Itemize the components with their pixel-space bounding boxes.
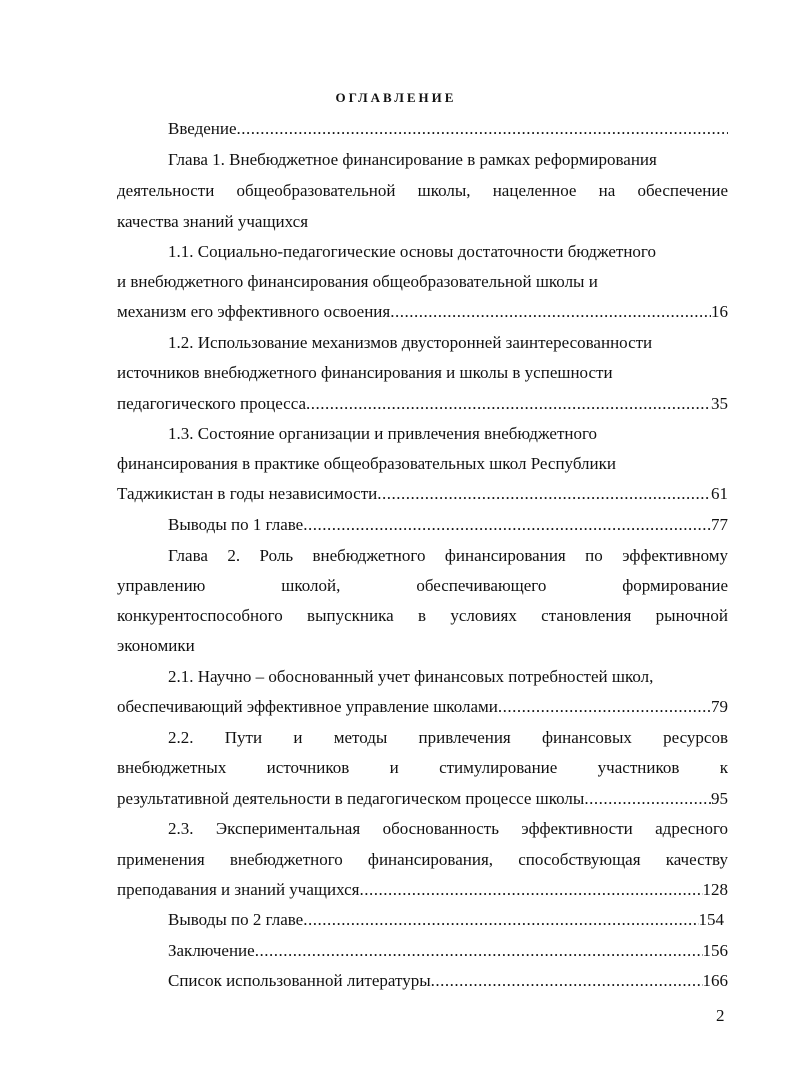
dot-leader [584, 788, 711, 810]
dot-leader [255, 940, 703, 962]
toc-entry-label: Выводы по 2 главе [168, 910, 304, 929]
toc-entry-label: обеспечивающий эффективное управление школами [117, 697, 498, 716]
toc-section-2-1-line-2 [117, 696, 728, 718]
dot-leader [390, 301, 711, 323]
toc-page-number: 79 [711, 697, 728, 716]
toc-entry-label: педагогического процесса [117, 394, 307, 413]
toc-entry-label: механизм его эффективного освоения [117, 302, 391, 321]
toc-entry-label: Введение [168, 119, 237, 138]
dot-leader [431, 970, 703, 992]
toc-chapter-1-line-2: деятельности общеобразовательной школы, нацеленное на обеспечение [117, 181, 728, 200]
toc-chapter-2-line-4: экономики [117, 636, 195, 655]
toc-chapter-2-line-3: конкурентоспособного выпускника в условиях становления рыночной [117, 606, 728, 625]
toc-page-number: 35 [711, 394, 728, 413]
toc-section-2-3-line-2: применения внебюджетного финансирования, способствующая качеству [117, 850, 728, 869]
toc-entry-label: Выводы по 1 главе [168, 515, 304, 534]
toc-section-1-3-line-1[interactable]: 1.3. Состояние организации и привлечения внебюджетного [168, 424, 598, 443]
toc-entry-label: Список использованной литературы [168, 971, 431, 990]
toc-section-2-3-line-3 [117, 879, 728, 901]
toc-chapter-2-line-1[interactable]: Глава 2. Роль внебюджетного финансирования по эффективному [168, 546, 728, 565]
toc-chapter-1-line-3: качества знаний учащихся [117, 212, 309, 231]
toc-section-2-2-line-1[interactable]: 2.2. Пути и методы привлечения финансовых ресурсов [168, 728, 728, 747]
toc-entry-label: преподавания и знаний учащихся [117, 880, 360, 899]
toc-page-number: 16 [711, 302, 728, 321]
toc-page-number: 154 [698, 910, 724, 929]
dot-leader [303, 909, 698, 931]
toc-entry-conclusions-2[interactable] [168, 909, 724, 931]
toc-chapter-1-line-1[interactable]: Глава 1. Внебюджетное финансирование в рамках реформирования [168, 150, 657, 169]
toc-entry-label: Таджикистан в годы независимости [117, 484, 378, 503]
toc-page-number: 95 [711, 789, 728, 808]
toc-entry-references[interactable] [168, 970, 728, 992]
toc-section-1-2-line-2: источников внебюджетного финансирования и школы в успешности [117, 363, 613, 382]
page-title: ОГЛАВЛЕНИЕ [335, 90, 457, 105]
dot-leader [303, 514, 711, 536]
dot-leader [359, 879, 702, 901]
toc-entry-conclusions-1[interactable] [168, 514, 728, 536]
toc-section-1-3-line-2: финансирования в практике общеобразовательных школ Республики [117, 454, 616, 473]
dot-leader [377, 483, 711, 505]
page-number: 2 [716, 1006, 725, 1025]
toc-page-number: 166 [702, 971, 728, 990]
toc-section-2-2-line-3 [117, 788, 728, 810]
toc-heading-wrap [0, 89, 792, 107]
toc-section-1-1-line-2: и внебюджетного финансирования общеобразовательной школы и [117, 272, 598, 291]
dot-leader [237, 118, 728, 140]
dot-leader [306, 393, 711, 415]
toc-entry-intro[interactable] [168, 118, 728, 140]
toc-section-2-1-line-1[interactable]: 2.1. Научно – обоснованный учет финансовых потребностей школ, [168, 667, 654, 686]
toc-section-2-2-line-2: внебюджетных источников и стимулирование участников к [117, 758, 728, 777]
toc-section-1-1-line-1[interactable]: 1.1. Социально-педагогические основы достаточности бюджетного [168, 242, 656, 261]
toc-entry-label: Заключение [168, 941, 255, 960]
toc-section-1-2-line-3 [117, 393, 728, 415]
toc-section-1-1-line-3 [117, 301, 728, 323]
toc-page-number: 128 [702, 880, 728, 899]
toc-chapter-2-line-2: управлению школой, обеспечивающего формирование [117, 576, 728, 595]
toc-page-number: 61 [711, 484, 728, 503]
toc-entry-conclusion[interactable] [168, 940, 728, 962]
toc-entry-label: результативной деятельности в педагогическом процессе школы [117, 789, 585, 808]
toc-section-2-3-line-1[interactable]: 2.3. Экспериментальная обоснованность эффективности адресного [168, 819, 728, 838]
dot-leader [498, 696, 711, 718]
toc-section-1-3-line-3 [117, 483, 728, 505]
toc-page-number: 156 [702, 941, 728, 960]
toc-section-1-2-line-1[interactable]: 1.2. Использование механизмов двусторонней заинтересованности [168, 333, 653, 352]
toc-page-number: 77 [711, 515, 728, 534]
